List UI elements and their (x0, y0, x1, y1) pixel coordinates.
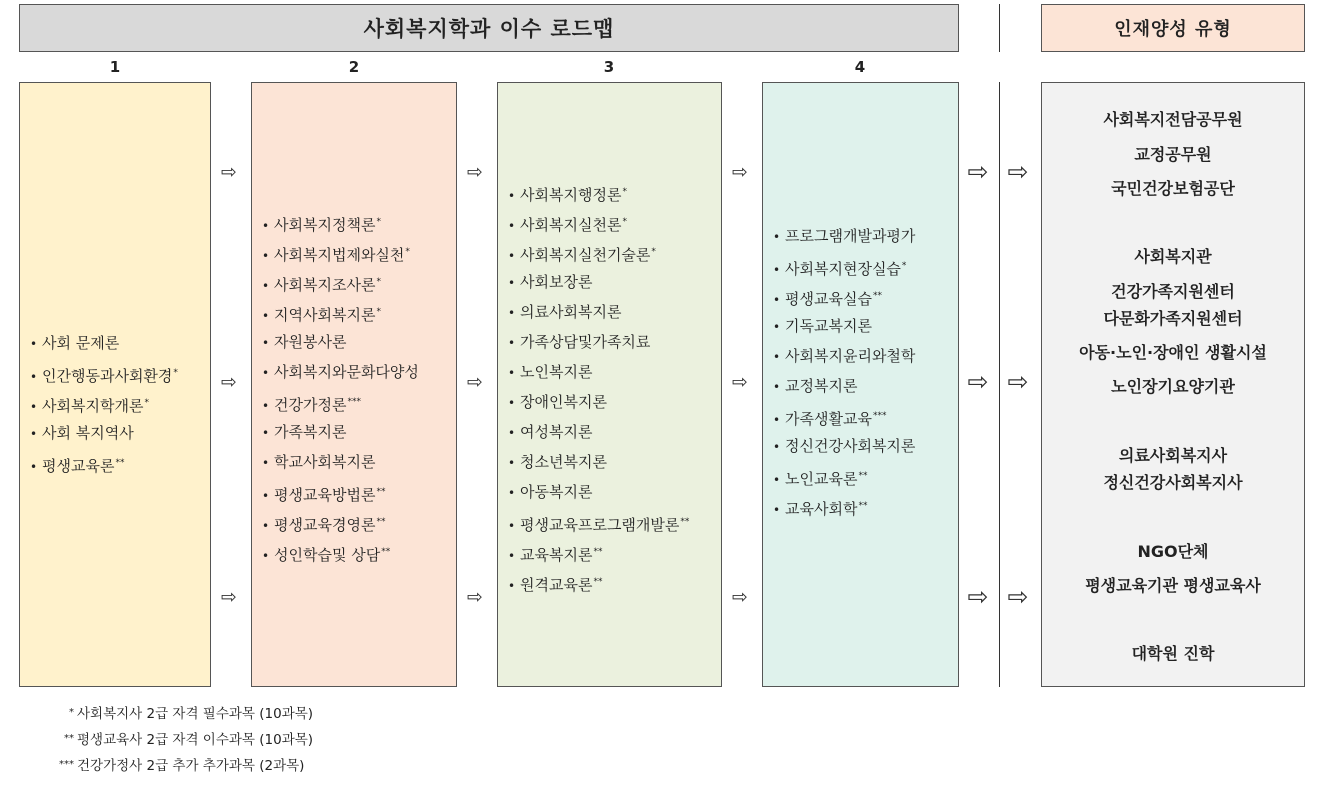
course-mark: *** (347, 397, 361, 407)
footnote-mark: ** (64, 733, 74, 744)
bullet-icon: • (773, 440, 781, 454)
course-item (773, 461, 954, 491)
bullet-icon: • (508, 306, 516, 320)
course-mark: * (622, 187, 627, 197)
career-item: 국민건강보험공단 (1111, 179, 1235, 198)
course-mark: ** (376, 487, 386, 497)
course-name: 사회복지정책론 (274, 216, 376, 234)
bullet-icon: • (773, 230, 781, 244)
flow-arrow-icon: ⇨ (467, 371, 483, 393)
course-name: 아동복지론 (520, 483, 593, 501)
course-mark: * (405, 247, 410, 257)
course-name: 지역사회복지론 (274, 306, 376, 324)
course-name: 교정복지론 (785, 377, 858, 395)
bullet-icon: • (508, 486, 516, 500)
course-name: 기독교복지론 (785, 317, 872, 335)
career-item: 평생교육기관 평생교육사 (1085, 576, 1261, 595)
bullet-icon: • (508, 426, 516, 440)
footnote-text: 건강가정사 2급 추가 추가과목 (2과목) (77, 758, 305, 774)
course-item (262, 387, 452, 417)
footnote-text: 사회복지사 2급 자격 필수과목 (10과목) (77, 706, 314, 722)
course-name: 인간행동과사회환경 (42, 367, 173, 385)
bullet-icon: • (30, 337, 38, 351)
bullet-icon: • (508, 249, 516, 263)
course-name: 평생교육실습 (785, 290, 872, 308)
course-item (773, 401, 954, 431)
course-item (262, 477, 452, 507)
bullet-icon: • (262, 489, 270, 503)
bullet-icon: • (262, 519, 270, 533)
footnote-mark: * (69, 707, 74, 718)
career-item: NGO단체 (1137, 542, 1209, 561)
course-name: 원격교육론 (520, 576, 593, 594)
course-mark: *** (872, 411, 887, 421)
course-name: 사회 문제론 (42, 334, 120, 352)
course-mark: ** (381, 547, 391, 557)
flow-arrow-icon: ⇨ (732, 371, 748, 393)
column-divider (999, 82, 1000, 687)
course-name: 사회복지조사론 (274, 276, 376, 294)
flow-arrow-icon: ⇨ (1007, 582, 1029, 611)
bullet-icon: • (773, 293, 781, 307)
course-name: 자원봉사론 (274, 333, 347, 351)
course-name: 청소년복지론 (520, 453, 607, 471)
career-item: 건강가족지원센터 (1111, 282, 1235, 301)
course-name: 여성복지론 (520, 423, 593, 441)
course-name: 사회복지행정론 (520, 186, 622, 204)
bullet-icon: • (262, 279, 270, 293)
course-item (508, 297, 717, 327)
course-item (508, 537, 717, 567)
bullet-icon: • (773, 503, 781, 517)
course-mark: ** (872, 291, 882, 301)
course-mark: ** (376, 517, 386, 527)
course-mark: * (376, 277, 381, 287)
bullet-icon: • (773, 473, 781, 487)
bullet-icon: • (773, 350, 781, 364)
bullet-icon: • (773, 413, 781, 427)
course-item (30, 418, 206, 448)
bullet-icon: • (30, 400, 38, 414)
bullet-icon: • (262, 399, 270, 413)
course-name: 사회 복지역사 (42, 424, 134, 442)
course-mark: ** (593, 577, 603, 587)
course-name: 의료사회복지론 (520, 303, 622, 321)
bullet-icon: • (262, 219, 270, 233)
year-label-1: 1 (109, 58, 121, 76)
course-name: 사회복지실천론 (520, 216, 622, 234)
course-item (773, 491, 954, 521)
footnotes (56, 700, 313, 778)
career-item: 아동·노인·장애인 생활시설 (1079, 343, 1267, 362)
bullet-icon: • (773, 380, 781, 394)
bullet-icon: • (508, 189, 516, 203)
course-name: 사회보장론 (520, 273, 593, 291)
flow-arrow-icon: ⇨ (732, 586, 748, 608)
course-mark: ** (593, 547, 603, 557)
flow-arrow-icon: ⇨ (221, 586, 237, 608)
course-item (262, 267, 452, 297)
course-name: 사회복지학개론 (42, 397, 144, 415)
flow-arrow-icon: ⇨ (967, 367, 989, 396)
course-item (262, 207, 452, 237)
career-item: 다문화가족지원센터 (1103, 309, 1243, 328)
bullet-icon: • (773, 320, 781, 334)
bullet-icon: • (30, 370, 38, 384)
course-mark: * (376, 307, 381, 317)
year-1-courses (19, 82, 211, 687)
course-item (262, 357, 452, 387)
course-item (262, 447, 452, 477)
footnote (56, 752, 313, 778)
course-item (508, 447, 717, 477)
course-item (30, 328, 206, 358)
header-divider (999, 4, 1000, 52)
course-mark: ** (858, 501, 868, 511)
course-item (773, 341, 954, 371)
course-item (262, 537, 452, 567)
career-item: 정신건강사회복지사 (1103, 473, 1243, 492)
course-item (262, 327, 452, 357)
course-item (773, 371, 954, 401)
career-item: 사회복지전담공무원 (1103, 110, 1243, 129)
bullet-icon: • (508, 396, 516, 410)
course-item (508, 207, 717, 237)
course-mark: * (173, 368, 178, 378)
course-name: 평생교육경영론 (274, 516, 376, 534)
course-item (30, 448, 206, 478)
bullet-icon: • (508, 366, 516, 380)
career-type-header: 인재양성 유형 (1041, 4, 1305, 52)
year-4-courses (762, 82, 959, 687)
course-name: 사회복지법제와실천 (274, 246, 405, 264)
bullet-icon: • (262, 336, 270, 350)
flow-arrow-icon: ⇨ (221, 161, 237, 183)
course-name: 사회복지윤리와철학 (785, 347, 916, 365)
flow-arrow-icon: ⇨ (221, 371, 237, 393)
course-mark: * (622, 217, 627, 227)
flow-arrow-icon: ⇨ (1007, 157, 1029, 186)
bullet-icon: • (262, 309, 270, 323)
career-paths (1041, 82, 1305, 687)
bullet-icon: • (262, 456, 270, 470)
course-name: 가족생활교육 (785, 410, 872, 428)
footnote (56, 700, 313, 726)
bullet-icon: • (30, 460, 38, 474)
course-item (773, 251, 954, 281)
year-2-courses (251, 82, 457, 687)
course-item (773, 221, 954, 251)
course-mark: ** (680, 517, 690, 527)
course-name: 정신건강사회복지론 (785, 437, 916, 455)
bullet-icon: • (508, 579, 516, 593)
course-item (508, 357, 717, 387)
footnote-text: 평생교육사 2급 자격 이수과목 (10과목) (77, 732, 314, 748)
career-item: 교정공무원 (1134, 145, 1212, 164)
course-item (262, 507, 452, 537)
course-mark: * (376, 217, 381, 227)
course-item (508, 237, 717, 267)
course-item (262, 237, 452, 267)
course-name: 평생교육방법론 (274, 486, 376, 504)
course-name: 교육사회학 (785, 500, 858, 518)
career-item: 사회복지관 (1134, 247, 1212, 266)
course-item (508, 387, 717, 417)
course-item (773, 431, 954, 461)
course-mark: * (901, 261, 907, 271)
course-item (508, 507, 717, 537)
flow-arrow-icon: ⇨ (467, 161, 483, 183)
career-item: 대학원 진학 (1131, 644, 1215, 663)
course-name: 노인교육론 (785, 470, 858, 488)
footnote (56, 726, 313, 752)
course-item (508, 177, 717, 207)
roadmap-title: 사회복지학과 이수 로드맵 (19, 4, 959, 52)
career-item: 노인장기요양기관 (1111, 377, 1235, 396)
bullet-icon: • (508, 549, 516, 563)
year-label-2: 2 (348, 58, 360, 76)
course-name: 교육복지론 (520, 546, 593, 564)
bullet-icon: • (262, 366, 270, 380)
bullet-icon: • (262, 249, 270, 263)
bullet-icon: • (30, 427, 38, 441)
year-3-courses (497, 82, 722, 687)
course-name: 평생교육론 (42, 457, 115, 475)
course-name: 프로그램개발과평가 (785, 227, 916, 245)
course-item (508, 267, 717, 297)
course-item (30, 358, 206, 388)
course-name: 사회복지와문화다양성 (274, 363, 419, 381)
course-name: 성인학습및 상담 (274, 546, 381, 564)
course-name: 사회복지실천기술론 (520, 246, 651, 264)
course-item (508, 417, 717, 447)
flow-arrow-icon: ⇨ (732, 161, 748, 183)
bullet-icon: • (262, 549, 270, 563)
bullet-icon: • (508, 519, 516, 533)
flow-arrow-icon: ⇨ (967, 157, 989, 186)
flow-arrow-icon: ⇨ (967, 582, 989, 611)
course-name: 노인복지론 (520, 363, 593, 381)
course-item (508, 477, 717, 507)
bullet-icon: • (262, 426, 270, 440)
course-item (30, 388, 206, 418)
course-name: 가족복지론 (274, 423, 347, 441)
footnote-mark: *** (59, 759, 74, 770)
course-name: 가족상담및가족치료 (520, 333, 651, 351)
course-item (773, 281, 954, 311)
flow-arrow-icon: ⇨ (467, 586, 483, 608)
course-mark: * (651, 247, 656, 257)
course-mark: * (144, 398, 149, 408)
bullet-icon: • (508, 276, 516, 290)
course-item (262, 417, 452, 447)
course-name: 사회복지현장실습 (785, 260, 901, 278)
course-name: 장애인복지론 (520, 393, 607, 411)
course-item (508, 567, 717, 597)
bullet-icon: • (508, 219, 516, 233)
course-item (262, 297, 452, 327)
course-name: 학교사회복지론 (274, 453, 376, 471)
course-name: 건강가정론 (274, 396, 347, 414)
flow-arrow-icon: ⇨ (1007, 367, 1029, 396)
course-item (508, 327, 717, 357)
year-label-3: 3 (603, 58, 615, 76)
course-mark: ** (858, 471, 868, 481)
career-item: 의료사회복지사 (1118, 446, 1228, 465)
course-name: 평생교육프로그램개발론 (520, 516, 680, 534)
course-item (773, 311, 954, 341)
bullet-icon: • (508, 456, 516, 470)
course-mark: ** (115, 458, 125, 468)
bullet-icon: • (508, 336, 516, 350)
year-label-4: 4 (854, 58, 866, 76)
bullet-icon: • (773, 263, 781, 277)
